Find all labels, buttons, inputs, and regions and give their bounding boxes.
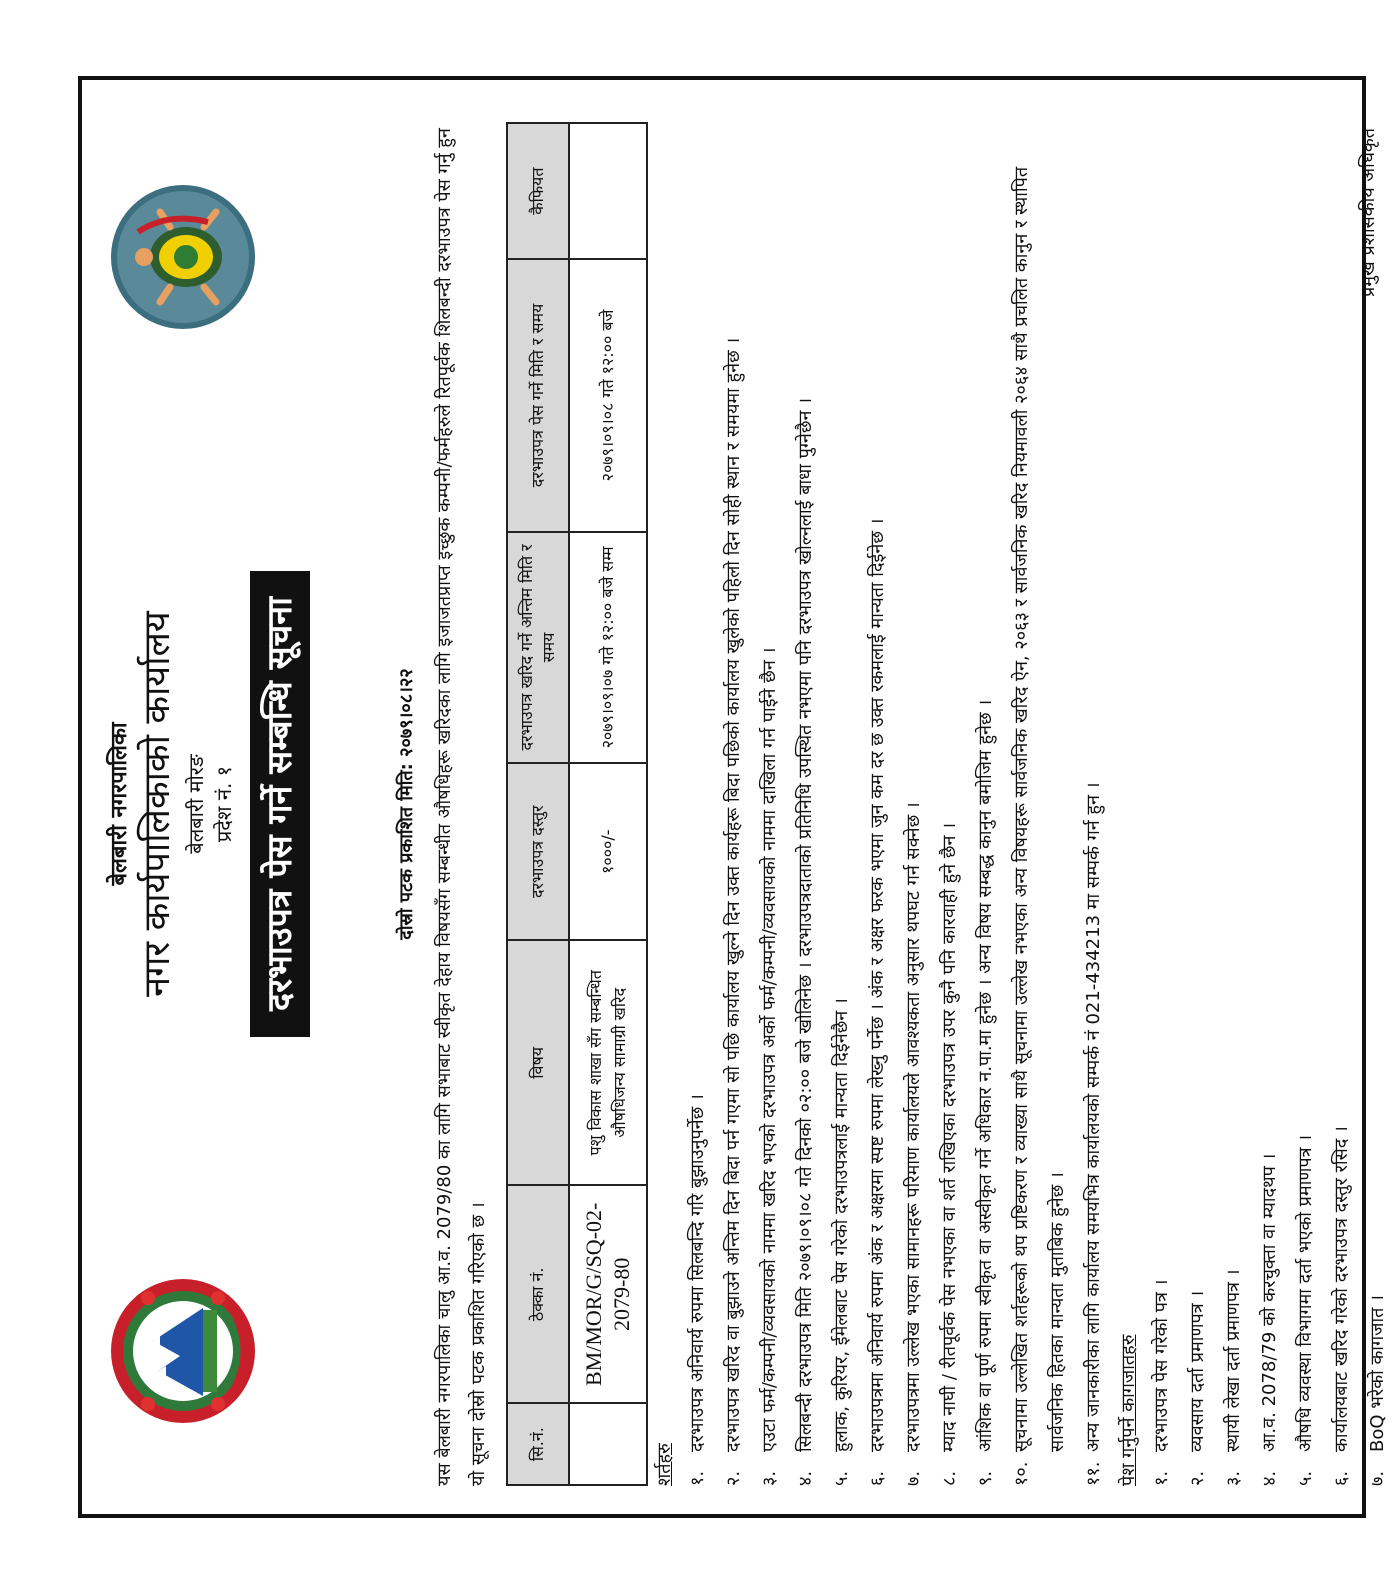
list-item: ३. एउटा फर्म/कम्पनी/व्यवसायको नाममा खरिद भएको दरभाउपत्र अर्को फर्म/कम्पनी/व्यवसायको नाममा दाखिला गर्न पाईने छैन । bbox=[759, 647, 780, 1486]
nepal-emblem-icon bbox=[108, 1276, 258, 1426]
table-row bbox=[569, 123, 647, 1485]
list-item: १. दरभाउपत्र अनिवार्य रुपमा सिलबन्दि गरि बुझाउनुपर्नेछ । bbox=[687, 1094, 708, 1486]
table-header-row bbox=[507, 123, 569, 1485]
notice-title: दरभाउपत्र पेस गर्ने सम्बन्धि सूचना bbox=[250, 571, 310, 1037]
list-item: १०. सूचनामा उल्लेखित शर्तहरूको थप प्रष्टिकरण र व्याख्या साथै सूचनामा उल्लेख नभएका अन्य विषयहरू सार्वजनिक खरिद ऐन, २०६३ र सार्वजनिक खरिद नियमावली २०६४ साथै प्रचलित कानुन र स्थापित सार्वजनिक हितका मान्यता मुताबिक हुनेछ । bbox=[1011, 166, 1068, 1486]
col-header-contract-no: ठेक्का नं. bbox=[507, 1185, 569, 1403]
publication-date: दोस्रो पटक प्रकाशित मिति: २०७९।०८।२२ bbox=[396, 668, 417, 940]
office-name: नगर कार्यपालिकाको कार्यालय bbox=[137, 611, 178, 997]
list-item: ६. दरभाउपत्रमा अनिवार्य रुपमा अंक र अक्षरमा स्पष्ट रुपमा लेख्नु पर्नेछ । अंक र अक्षर फरक भएमा जुन कम दर छ उक्त रकमलाई मान्यता दिईनेछ । bbox=[867, 518, 888, 1486]
list-item: १. दरभाउपत्र पेस गरेको पत्र । bbox=[1151, 1279, 1172, 1486]
signature: प्रमुख प्रशासकीय अधिकृत bbox=[1358, 128, 1379, 297]
cell-remarks bbox=[569, 123, 647, 259]
list-item: ६. कार्यालयबाट खरिद गरेको दरभाउपत्र दस्तुर रसिद । bbox=[1331, 1126, 1352, 1486]
terms-list bbox=[680, 122, 1112, 1486]
document-frame bbox=[78, 76, 1388, 1518]
documents-list bbox=[1144, 122, 1396, 1486]
list-item: ३. स्थायी लेखा दर्ता प्रमाणपत्र । bbox=[1223, 1269, 1244, 1486]
col-header-submit-date: दरभाउपत्र पेस गर्ने मिति र समय bbox=[507, 259, 569, 531]
cell-purchase-deadline: २०७९।०९।०७ गते १२:०० बजे सम्म bbox=[569, 532, 647, 764]
rotated-page bbox=[82, 80, 1388, 1514]
list-item: ९. आंशिक वा पूर्ण रुपमा स्वीकृत वा अस्वीकृत गर्ने अधिकार न.पा.मा हुनेछ । अन्य विषय सम्बद्ध कानुन बमोजिम हुनेछ । bbox=[975, 699, 996, 1486]
list-item: ४. आ.व. 2078/79 को करचुक्ता वा म्यादथप । bbox=[1259, 1153, 1280, 1486]
cell-subject: पशु विकास शाखा सँग सम्बन्धित औषधिजन्य सामाग्री खरिद bbox=[569, 940, 647, 1185]
cell-contract-no: BM/MOR/G/SQ-02-2079-80 bbox=[569, 1185, 647, 1403]
cell-fee: १०००/- bbox=[569, 763, 647, 940]
documents-heading: पेश गर्नुपर्ने कागजातहरु bbox=[1118, 1334, 1139, 1486]
cell-sn bbox=[569, 1403, 647, 1485]
col-header-purchase-deadline: दरभाउपत्र खरिद गर्ने अन्तिम मिति र समय bbox=[507, 532, 569, 764]
municipality-name: बेलबारी नगरपालिका bbox=[107, 722, 132, 886]
cell-submit-date: २०७९।०९।०८ गते १२:०० बजे bbox=[569, 259, 647, 531]
terms-heading: शर्तहरु bbox=[654, 1443, 675, 1486]
list-item: ८. म्याद नाघी / रीतपूर्वक पेस नभएका वा शर्त राखिएका दरभाउपत्र उपर कुनै पनि कारवाही हुने छैन । bbox=[939, 822, 960, 1486]
list-item: ७. BoQ भरेको कागजात । bbox=[1367, 1295, 1388, 1486]
col-header-remarks: कैफियत bbox=[507, 123, 569, 259]
list-item: ११. अन्य जानकारीका लागि कार्यालय समयभित्र कार्यालयको सम्पर्क नं 021-434213 मा सम्पर्क गर्न हुन । bbox=[1083, 782, 1104, 1486]
intro-paragraph: यस बेलबारी नगरपालिका चालु आ.व. 2079/80 का लागि सभाबाट स्वीकृत देहाय विषयसँग सम्बन्धीत औषधिहरू खरिदका लागि इजाजतप्राप्त इच्छुक कम्पनी/फर्महरुले रितपूर्वक शिलबन्दी दरभाउपत्र पेस गर्नु हुन यो सूचना दोस्रो पटक प्रकाशित गरिएको छ । bbox=[434, 128, 489, 1486]
tender-table bbox=[506, 122, 648, 1486]
province: प्रदेश नं. १ bbox=[212, 765, 236, 843]
col-header-fee: दरभाउपत्र दस्तुर bbox=[507, 763, 569, 940]
header bbox=[102, 122, 372, 1486]
list-item: ५. औषधि व्यवस्था विभागमा दर्ता भएको प्रमाणपत्र । bbox=[1295, 1134, 1316, 1486]
list-item: ४. सिलबन्दी दरभाउपत्र मिति २०७९।०९।०८ गते दिनको ०२:०० बजे खोलिनेछ । दरभाउपत्रदाताको प्रतिनिधि उपस्थित नभएमा पनि दरभाउपत्र खोल्नलाई बाधा पुग्नेछैन । bbox=[795, 397, 816, 1486]
list-item: २. दरभाउपत्र खरिद वा बुझाउने अन्तिम दिन बिदा पर्न गएमा सो पछि कार्यालय खुल्ने दिन उक्त कार्यहरू बिदा पछिको कार्यालय खुलेको पहिलो दिन सोही स्थान र समयमा हुनेछ । bbox=[723, 337, 744, 1486]
belbari-logo-icon bbox=[108, 182, 258, 332]
list-item: ७. दरभाउपत्रमा उल्लेख भएका सामानहरू परिमाण कार्यालयले आवश्यकता अनुसार थपघट गर्न सक्नेछ । bbox=[903, 802, 924, 1486]
list-item: ५. हुलाक, कुरियर, ईमेलबाट पेस गरेको दरभाउपत्रलाई मान्यता दिईनेछैन । bbox=[831, 998, 852, 1486]
location: बेलबारी मोरङ bbox=[184, 754, 208, 854]
col-header-subject: विषय bbox=[507, 940, 569, 1185]
col-header-sn: सि.नं. bbox=[507, 1403, 569, 1485]
list-item: २. व्यवसाय दर्ता प्रमाणपत्र । bbox=[1187, 1290, 1208, 1486]
